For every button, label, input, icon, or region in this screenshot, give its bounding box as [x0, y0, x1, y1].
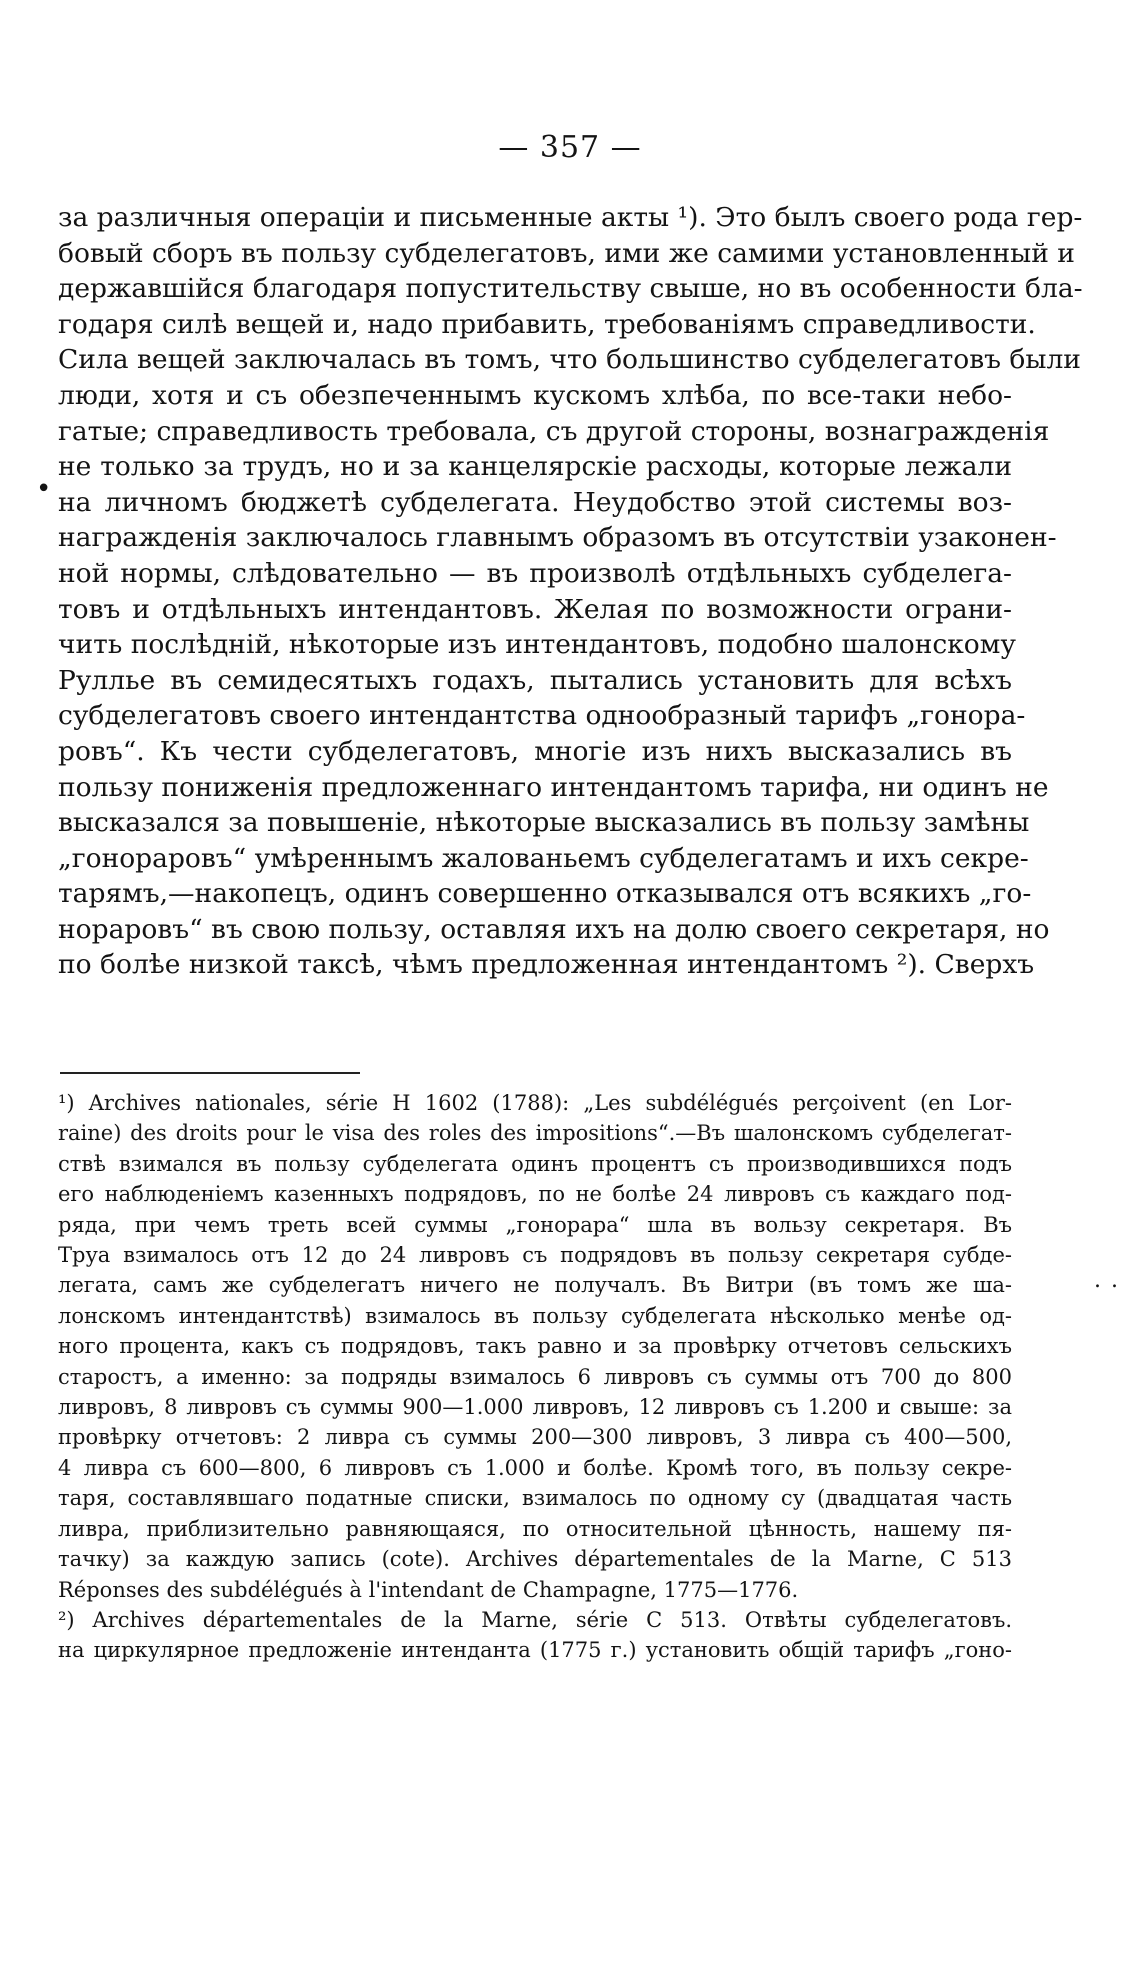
footnote-line: Réponses des subdélégués à l'intendant de Champagne, 1775—1776.: [58, 1577, 799, 1602]
body-line: за различныя операціи и письменные акты ¹). Это былъ своего рода гер-: [58, 202, 1083, 233]
footnote-line: тачку) за каждую запись (cote). Archives départementales de la Marne, C 513: [58, 1547, 1012, 1572]
body-line: пользу пониженія предложеннаго интендантомъ тарифа, ни одинъ не: [58, 771, 1049, 803]
body-line: на личномъ бюджетѣ субделегата. Неудобство этой системы воз-: [58, 486, 1012, 518]
body-line: нораровъ“ въ свою пользу, оставляя ихъ на долю своего секретаря, но: [58, 913, 1050, 945]
body-line: люди, хотя и съ обезпеченнымъ кускомъ хлѣба, по все-таки небо-: [58, 379, 1012, 411]
body-line: Сила вещей заключалась въ томъ, что большинство субделегатовъ были: [58, 344, 1081, 376]
page-number: — 357 —: [498, 130, 642, 165]
body-line: высказался за повышеніе, нѣкоторые высказались въ пользу замѣны: [58, 807, 1030, 839]
footnote-divider: [60, 1072, 360, 1074]
body-line: державшійся благодаря попустительству свыше, но въ особенности бла-: [58, 273, 1083, 305]
body-line: субделегатовъ своего интендантства однообразный тарифъ „гонора-: [58, 700, 1026, 732]
body-line: ровъ“. Къ чести субделегатовъ, многіе изъ нихъ высказались въ: [58, 735, 1012, 767]
footnote-line: ливровъ, 8 ливровъ съ суммы 900—1.000 ливровъ, 12 ливровъ съ 1.200 и свыше: за: [58, 1395, 1012, 1420]
footnote-line: старостъ, а именно: за подряды взималось 6 ливровъ съ суммы отъ 700 до 800: [58, 1364, 1012, 1389]
body-line: по болѣе низкой таксѣ, чѣмъ предложенная интендантомъ ²). Сверхъ: [58, 949, 1035, 981]
body-line: не только за трудъ, но и за канцелярскіе расходы, которые лежали: [58, 451, 1012, 483]
footnote-line: его наблюденіемъ казенныхъ подрядовъ, по не болѣе 24 ливровъ съ каждаго под-: [58, 1182, 1012, 1207]
footnote-line: легата, самъ же субделегатъ ничего не получалъ. Въ Витри (въ томъ же ша-: [58, 1273, 1012, 1298]
body-line: Руллье въ семидесятыхъ годахъ, пытались установить для всѣхъ: [58, 664, 1012, 696]
body-line: ной нормы, слѣдовательно — въ произволѣ отдѣльныхъ субделега-: [58, 557, 1012, 589]
footnote-line: ²) Archives départementales de la Marne, série C 513. Отвѣты субделегатовъ.: [58, 1607, 1012, 1632]
margin-dots: ..: [1094, 1268, 1128, 1293]
footnote-line: лонскомъ интендантствѣ) взималось въ пользу субделегата нѣсколько менѣе од-: [58, 1303, 1012, 1328]
footnote-line: ряда, при чемъ треть всей суммы „гонорара“ шла въ вользу секретаря. Въ: [58, 1212, 1012, 1237]
body-line: гатые; справедливость требовала, съ другой стороны, вознагражденія: [58, 415, 1050, 447]
footnote-line: ¹) Archives nationales, série H 1602 (1788): „Les subdélégués perçoivent (en Lor-: [58, 1091, 1012, 1115]
body-line: тарямъ,—накопецъ, одинъ совершенно отказывался отъ всякихъ „го-: [58, 878, 1032, 910]
body-line: награжденія заключалось главнымъ образомъ въ отсутствіи узаконен-: [58, 522, 1057, 554]
footnote-line: 4 ливра съ 600—800, 6 ливровъ съ 1.000 и болѣе. Кромѣ того, въ пользу секре-: [58, 1455, 1012, 1480]
footnote-line: таря, составлявшаго податные списки, взималось по одному су (двадцатая часть: [58, 1486, 1012, 1511]
footnote-line: ствѣ взимался въ пользу субделегата одинъ процентъ съ производившихся подъ: [58, 1151, 1012, 1176]
body-line: „гонораровъ“ умѣреннымъ жалованьемъ субделегатамъ и ихъ секре-: [58, 842, 1029, 874]
footnote-line: raine) des droits pour le visa des roles des impositions“.—Въ шалонскомъ субделегат-: [58, 1121, 1012, 1146]
body-text: [58, 200, 1083, 983]
body-line: годаря силѣ вещей и, надо прибавить, требованіямъ справедливости.: [58, 308, 1036, 340]
footnote-line: провѣрку отчетовъ: 2 ливра съ суммы 200—300 ливровъ, 3 ливра съ 400—500,: [58, 1425, 1012, 1450]
footnote-line: Труа взималось отъ 12 до 24 ливровъ съ подрядовъ въ пользу секретаря субде-: [58, 1243, 1012, 1268]
footnotes: [58, 1088, 1012, 1666]
footnote-line: на циркулярное предложеніе интенданта (1775 г.) установить общій тарифъ „гоно-: [58, 1638, 1012, 1663]
body-line: бовый сборъ въ пользу субделегатовъ, ими же самими установленный и: [58, 237, 1075, 269]
body-line: товъ и отдѣльныхъ интендантовъ. Желая по возможности ограни-: [58, 593, 1012, 625]
footnote-line: ного процента, какъ съ подрядовъ, такъ равно и за провѣрку отчетовъ сельскихъ: [58, 1334, 1012, 1359]
margin-mark: •: [36, 474, 52, 504]
body-line: чить послѣдній, нѣкоторые изъ интендантовъ, подобно шалонскому: [58, 629, 1016, 661]
footnote-line: ливра, приблизительно равняющаяся, по относительной цѣнность, нашему пя-: [58, 1516, 1012, 1541]
